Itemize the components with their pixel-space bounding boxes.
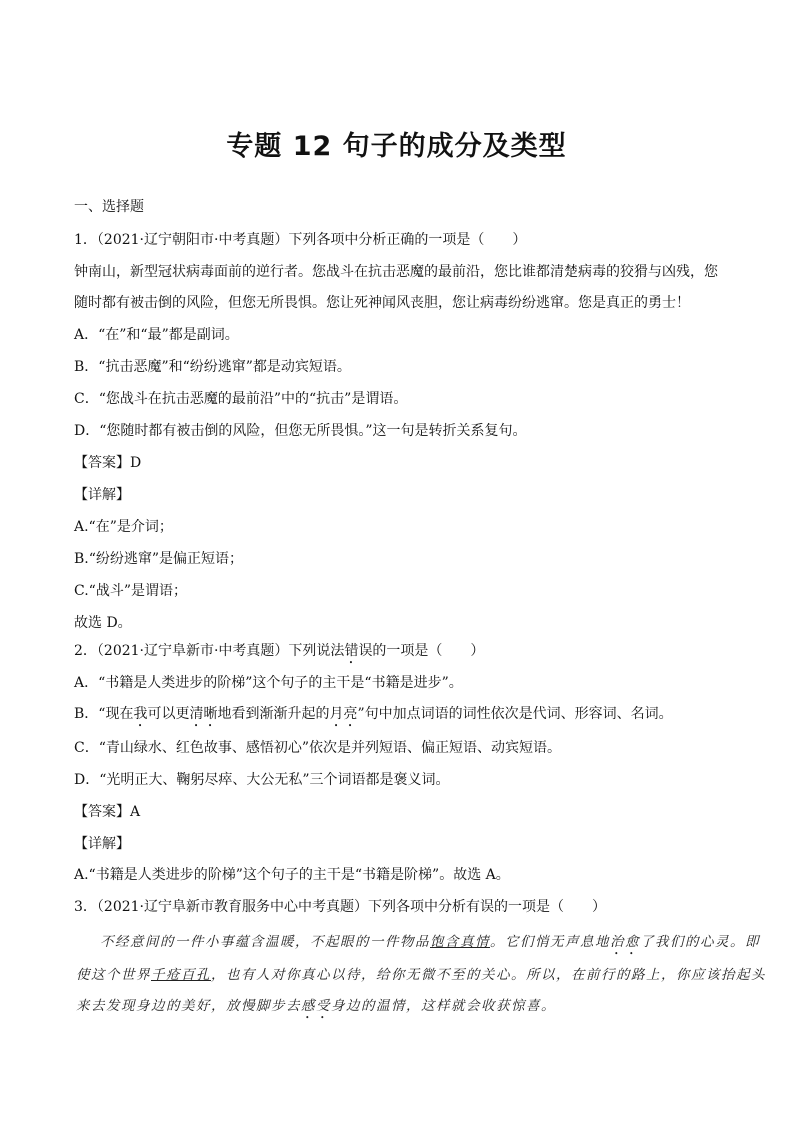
q2-stem-pre: 2．（2021·辽宁阜新市·中考真题）下列说法 <box>74 643 345 659</box>
q1-answer: 【答案】D <box>74 455 142 471</box>
q3-passage-text: 不经意间的一件小事蕴含温暖，不起眼的一件物品 <box>100 934 430 950</box>
q2-option-b-text: 可以更 <box>147 706 190 722</box>
q3-passage-text: ，也有人对你真心以待，给你无微不至的关心。所以，在前行的路上，你应该抬起头 <box>211 967 766 983</box>
q3-underlined-word: 饱含真情 <box>430 934 490 950</box>
q1-passage-line-1: 钟南山，新型冠状病毒面前的逆行者。您战斗在抗击恶魔的最前沿，您比谁都清楚病毒的狡猾与凶残，您 <box>74 264 718 280</box>
q2-dotted-word-2: 清晰 <box>189 706 218 722</box>
q1-option-d: D．“您随时都有被击倒的风险，但您无所畏惧。”这一句是转折关系复句。 <box>74 423 527 439</box>
q3-passage-text: 使这个世界 <box>76 967 151 983</box>
q3-dotted-word: 感受 <box>301 998 331 1014</box>
q2-stem-dotted: 错 <box>344 643 359 659</box>
q2-detail-label: 【详解】 <box>74 836 130 852</box>
q1-option-a: A．“在”和“最”都是副词。 <box>74 327 239 343</box>
q2-option-d: D．“光明正大、鞠躬尽瘁、大公无私”三个词语都是褒义词。 <box>74 772 450 788</box>
q3-stem: 3．（2021·辽宁阜新市教育服务中心中考真题）下列各项中分析有误的一项是（ ） <box>74 899 606 915</box>
q1-explain-c: C.“战斗”是谓语； <box>74 583 187 599</box>
q2-stem-post: 误的一项是（ ） <box>358 643 485 659</box>
page-title: 专题 12 句子的成分及类型 <box>226 131 567 162</box>
q2-stem <box>74 642 484 667</box>
q3-passage-text: 来去发现身边的美好，放慢脚步去 <box>76 998 301 1014</box>
q3-dotted-word: 治愈 <box>610 934 640 950</box>
q3-passage-line-1 <box>100 930 760 958</box>
q2-explanation: A.“书籍是人类进步的阶梯”这个句子的主干是“书籍是阶梯”。故选 A。 <box>74 867 510 883</box>
section-heading: 一、选择题 <box>74 199 144 215</box>
q1-detail-label: 【详解】 <box>74 487 130 503</box>
q2-answer: 【答案】A <box>74 804 141 820</box>
q2-option-a: A．“书籍是人类进步的阶梯”这个句子的主干是“书籍是进步”。 <box>74 675 463 691</box>
q1-stem: 1．（2021·辽宁朝阳市·中考真题）下列各项中分析正确的一项是（ ） <box>74 232 527 248</box>
q2-dotted-word-3: 月亮 <box>329 706 358 722</box>
q3-passage-line-2 <box>76 963 766 983</box>
q3-passage-text: 了我们的心灵。即 <box>640 934 760 950</box>
q3-passage-text: 。它们悄无声息地 <box>490 934 610 950</box>
q1-option-c: C．“您战斗在抗击恶魔的最前沿”中的“抗击”是谓语。 <box>74 391 408 407</box>
q2-option-b-text: ”句中加点词语的词性依次是代词、形容词、名词。 <box>357 706 673 722</box>
q3-underlined-word: 千疮百孔 <box>151 967 211 983</box>
q3-passage-line-3 <box>76 994 556 1022</box>
q2-option-c: C．“青山绿水、红色故事、感悟初心”依次是并列短语、偏正短语、动宾短语。 <box>74 740 562 756</box>
q2-option-b-text: B．“现在 <box>74 706 134 722</box>
q1-conclusion: 故选 D。 <box>74 615 132 631</box>
q2-dotted-word-1: 我 <box>133 706 148 722</box>
q1-explain-b: B.“纷纷逃窜”是偏正短语； <box>74 551 244 567</box>
q3-passage-text: 身边的温情，这样就会收获惊喜。 <box>331 998 556 1014</box>
q2-option-b <box>74 705 673 730</box>
q1-passage-line-2: 随时都有被击倒的风险，但您无所畏惧。您让死神闻风丧胆，您让病毒纷纷逃窜。您是真正的勇士！ <box>74 295 690 311</box>
q1-option-b: B．“抗击恶魔”和“纷纷逃窜”都是动宾短语。 <box>74 359 351 375</box>
q1-explain-a: A.“在”是介词； <box>74 519 173 535</box>
q2-option-b-text: 地看到渐渐升起的 <box>217 706 330 722</box>
